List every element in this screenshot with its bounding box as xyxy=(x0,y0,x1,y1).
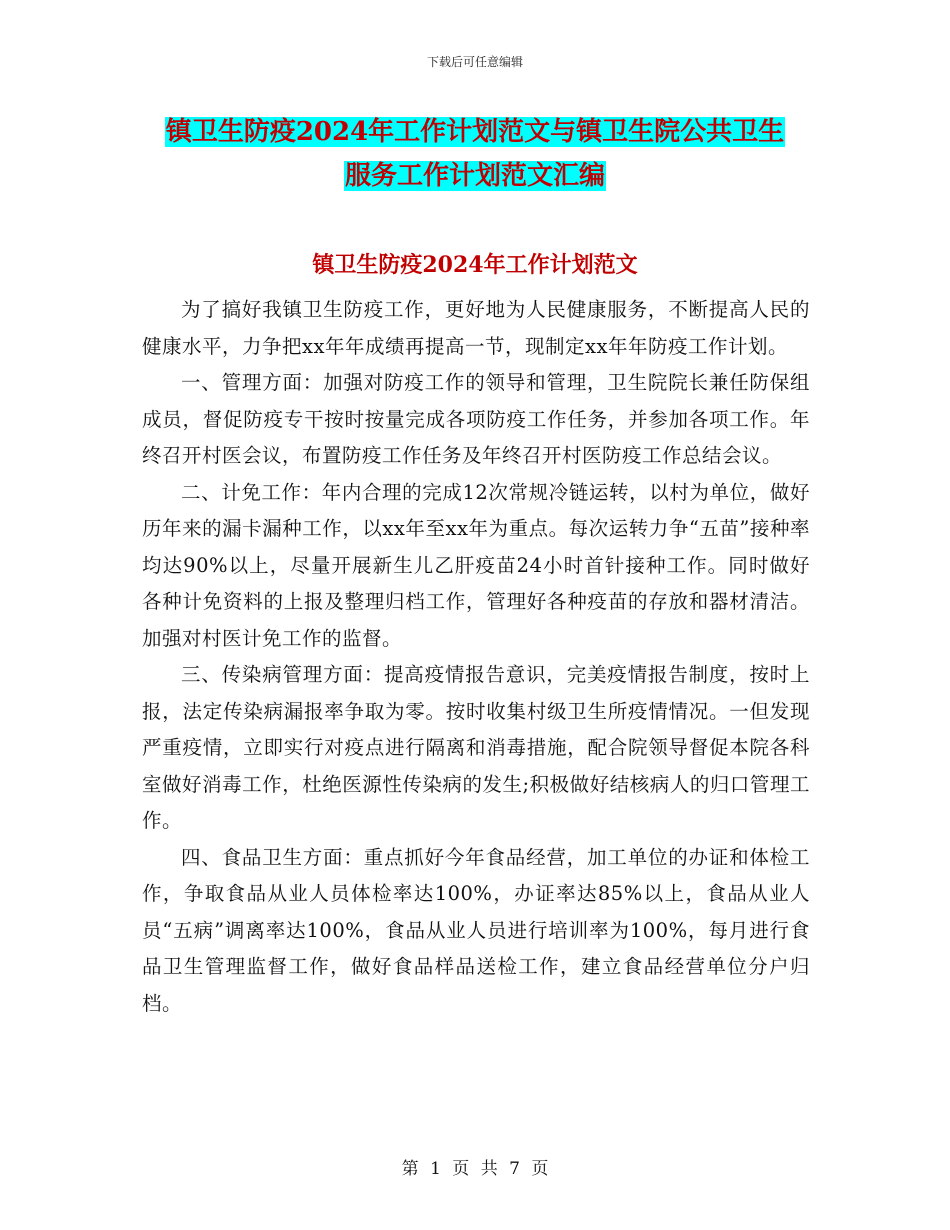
document-title-line-2: 服务工作计划范文汇编 xyxy=(344,161,605,191)
document-title-line-1: 镇卫生防疫2024年工作计划范文与镇卫生院公共卫生 xyxy=(165,117,785,147)
paragraph-infectious-disease: 三、传染病管理方面：提高疫情报告意识，完美疫情报告制度，按时上报，法定传染病漏报率争取为零。按时收集村级卫生所疫情情况。一但发现严重疫情，立即实行对疫点进行隔离和消毒措施，配合院领导督促本院各科室做好消毒工作，杜绝医源性传染病的发生;积极做好结核病人的归口管理工作。 xyxy=(142,663,810,832)
paragraph-management: 一、管理方面：加强对防疫工作的领导和管理，卫生院院长兼任防保组成员，督促防疫专干按时按量完成各项防疫工作任务，并参加各项工作。年终召开村医会议，布置防疫工作任务及年终召开村医防疫工作总结会议。 xyxy=(142,371,810,467)
page-header-note: 下载后可任意编辑 xyxy=(426,55,523,69)
document-body xyxy=(142,292,810,1022)
paragraph-intro: 为了搞好我镇卫生防疫工作，更好地为人民健康服务，不断提高人民的健康水平，力争把xx年年成绩再提高一节，现制定xx年年防疫工作计划。 xyxy=(142,298,810,358)
paragraph-food-hygiene: 四、食品卫生方面：重点抓好今年食品经营，加工单位的办证和体检工作，争取食品从业人员体检率达100%，办证率达85%以上，食品从业人员“五病”调离率达100%，食品从业人员进行培训率为100%，每月进行食品卫生管理监督工作，做好食品样品送检工作，建立食品经营单位分户归档。 xyxy=(142,845,810,1015)
section-title: 镇卫生防疫2024年工作计划范文 xyxy=(312,252,638,278)
document-title xyxy=(100,110,850,198)
page-footer: 第 1 页 共 7 页 xyxy=(401,1159,549,1179)
paragraph-immunization: 二、计免工作：年内合理的完成12次常规冷链运转，以村为单位，做好历年来的漏卡漏种工作，以xx年至xx年为重点。每次运转力争“五苗”接种率均达90%以上，尽量开展新生儿乙肝疫苗24小时首针接种工作。同时做好各种计免资料的上报及整理归档工作，管理好各种疫苗的存放和器材清洁。加强对村医计免工作的监督。 xyxy=(142,480,810,650)
